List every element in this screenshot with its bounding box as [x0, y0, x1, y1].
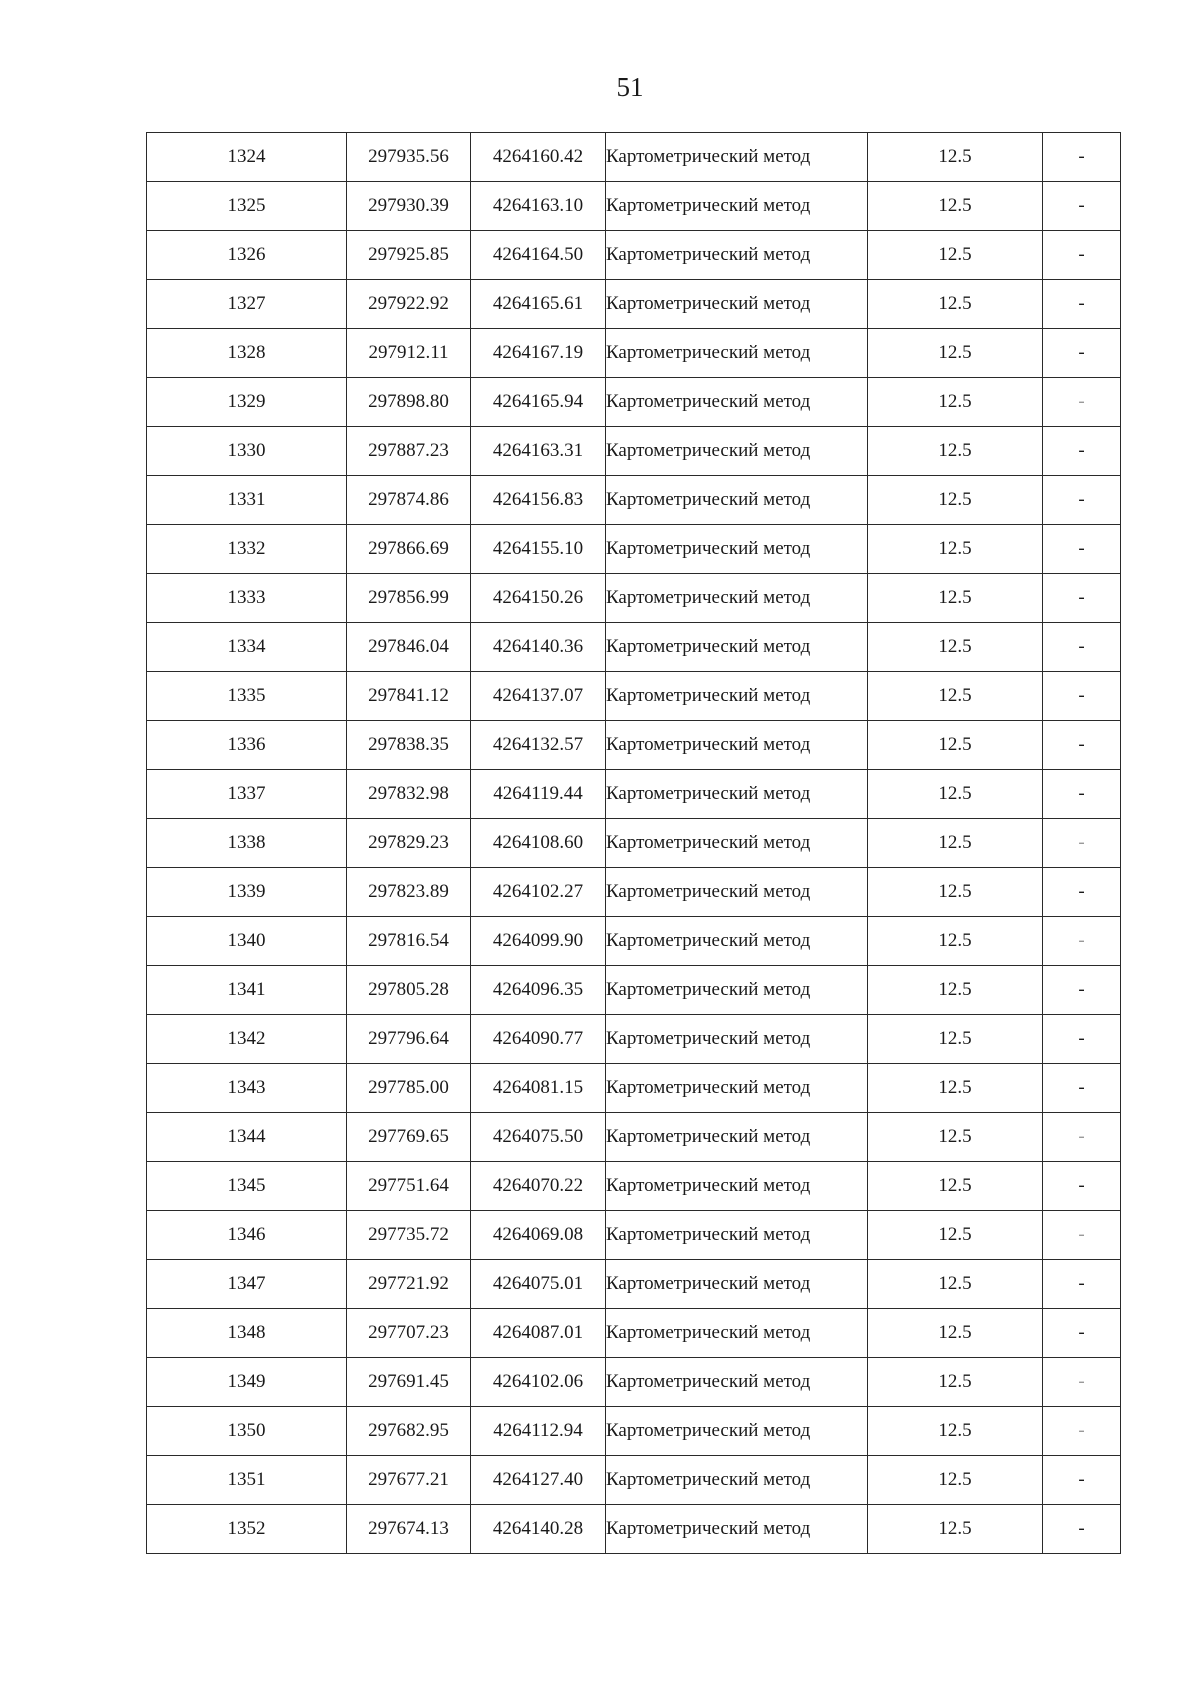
table-row: [147, 1456, 1121, 1505]
method-cell: Картометрический метод: [606, 1162, 868, 1211]
point-number-cell: 1336: [147, 721, 347, 770]
note-cell: -: [1043, 182, 1121, 231]
accuracy-cell: 12.5: [868, 1211, 1043, 1260]
note-cell: -: [1043, 1211, 1121, 1260]
accuracy-cell: 12.5: [868, 623, 1043, 672]
y-coordinate-cell: 4264150.26: [471, 574, 606, 623]
accuracy-cell: 12.5: [868, 231, 1043, 280]
table-row: [147, 1162, 1121, 1211]
accuracy-cell: 12.5: [868, 329, 1043, 378]
y-coordinate-cell: 4264069.08: [471, 1211, 606, 1260]
point-number-cell: 1327: [147, 280, 347, 329]
x-coordinate-cell: 297925.85: [347, 231, 471, 280]
point-number-cell: 1349: [147, 1358, 347, 1407]
note-cell: -: [1043, 770, 1121, 819]
accuracy-cell: 12.5: [868, 476, 1043, 525]
y-coordinate-cell: 4264096.35: [471, 966, 606, 1015]
y-coordinate-cell: 4264163.10: [471, 182, 606, 231]
table-row: [147, 182, 1121, 231]
method-cell: Картометрический метод: [606, 819, 868, 868]
method-cell: Картометрический метод: [606, 966, 868, 1015]
method-cell: Картометрический метод: [606, 574, 868, 623]
accuracy-cell: 12.5: [868, 133, 1043, 182]
x-coordinate-cell: 297674.13: [347, 1505, 471, 1554]
table-row: [147, 1505, 1121, 1554]
table-row: [147, 1407, 1121, 1456]
table-row: [147, 868, 1121, 917]
method-cell: Картометрический метод: [606, 280, 868, 329]
y-coordinate-cell: 4264156.83: [471, 476, 606, 525]
method-cell: Картометрический метод: [606, 721, 868, 770]
y-coordinate-cell: 4264165.61: [471, 280, 606, 329]
method-cell: Картометрический метод: [606, 1358, 868, 1407]
y-coordinate-cell: 4264070.22: [471, 1162, 606, 1211]
note-cell: -: [1043, 966, 1121, 1015]
point-number-cell: 1325: [147, 182, 347, 231]
x-coordinate-cell: 297935.56: [347, 133, 471, 182]
note-cell: -: [1043, 1505, 1121, 1554]
point-number-cell: 1345: [147, 1162, 347, 1211]
accuracy-cell: 12.5: [868, 868, 1043, 917]
x-coordinate-cell: 297922.92: [347, 280, 471, 329]
x-coordinate-cell: 297751.64: [347, 1162, 471, 1211]
note-cell: -: [1043, 1162, 1121, 1211]
point-number-cell: 1350: [147, 1407, 347, 1456]
method-cell: Картометрический метод: [606, 1407, 868, 1456]
note-cell: -: [1043, 1456, 1121, 1505]
method-cell: Картометрический метод: [606, 1309, 868, 1358]
method-cell: Картометрический метод: [606, 1064, 868, 1113]
accuracy-cell: 12.5: [868, 280, 1043, 329]
accuracy-cell: 12.5: [868, 1358, 1043, 1407]
note-cell: -: [1043, 133, 1121, 182]
note-cell: -: [1043, 819, 1121, 868]
y-coordinate-cell: 4264102.06: [471, 1358, 606, 1407]
x-coordinate-cell: 297796.64: [347, 1015, 471, 1064]
method-cell: Картометрический метод: [606, 917, 868, 966]
y-coordinate-cell: 4264090.77: [471, 1015, 606, 1064]
point-number-cell: 1333: [147, 574, 347, 623]
x-coordinate-cell: 297721.92: [347, 1260, 471, 1309]
y-coordinate-cell: 4264099.90: [471, 917, 606, 966]
note-cell: -: [1043, 1015, 1121, 1064]
accuracy-cell: 12.5: [868, 917, 1043, 966]
accuracy-cell: 12.5: [868, 378, 1043, 427]
table-row: [147, 329, 1121, 378]
y-coordinate-cell: 4264108.60: [471, 819, 606, 868]
x-coordinate-cell: 297707.23: [347, 1309, 471, 1358]
point-number-cell: 1340: [147, 917, 347, 966]
note-cell: -: [1043, 378, 1121, 427]
x-coordinate-cell: 297829.23: [347, 819, 471, 868]
method-cell: Картометрический метод: [606, 525, 868, 574]
table-row: [147, 378, 1121, 427]
table-row: [147, 917, 1121, 966]
point-number-cell: 1334: [147, 623, 347, 672]
y-coordinate-cell: 4264132.57: [471, 721, 606, 770]
method-cell: Картометрический метод: [606, 623, 868, 672]
y-coordinate-cell: 4264155.10: [471, 525, 606, 574]
coordinates-table-body: [147, 133, 1121, 1554]
y-coordinate-cell: 4264140.36: [471, 623, 606, 672]
method-cell: Картометрический метод: [606, 868, 868, 917]
point-number-cell: 1343: [147, 1064, 347, 1113]
y-coordinate-cell: 4264163.31: [471, 427, 606, 476]
y-coordinate-cell: 4264112.94: [471, 1407, 606, 1456]
table-row: [147, 280, 1121, 329]
method-cell: Картометрический метод: [606, 1211, 868, 1260]
method-cell: Картометрический метод: [606, 476, 868, 525]
accuracy-cell: 12.5: [868, 1309, 1043, 1358]
accuracy-cell: 12.5: [868, 966, 1043, 1015]
note-cell: -: [1043, 623, 1121, 672]
table-row: [147, 231, 1121, 280]
table-row: [147, 819, 1121, 868]
method-cell: Картометрический метод: [606, 770, 868, 819]
y-coordinate-cell: 4264119.44: [471, 770, 606, 819]
accuracy-cell: 12.5: [868, 182, 1043, 231]
table-row: [147, 966, 1121, 1015]
note-cell: -: [1043, 1113, 1121, 1162]
y-coordinate-cell: 4264081.15: [471, 1064, 606, 1113]
method-cell: Картометрический метод: [606, 1505, 868, 1554]
table-row: [147, 1211, 1121, 1260]
method-cell: Картометрический метод: [606, 1015, 868, 1064]
point-number-cell: 1330: [147, 427, 347, 476]
point-number-cell: 1337: [147, 770, 347, 819]
x-coordinate-cell: 297832.98: [347, 770, 471, 819]
x-coordinate-cell: 297677.21: [347, 1456, 471, 1505]
accuracy-cell: 12.5: [868, 525, 1043, 574]
accuracy-cell: 12.5: [868, 672, 1043, 721]
point-number-cell: 1342: [147, 1015, 347, 1064]
table-row: [147, 1015, 1121, 1064]
y-coordinate-cell: 4264137.07: [471, 672, 606, 721]
note-cell: -: [1043, 574, 1121, 623]
x-coordinate-cell: 297846.04: [347, 623, 471, 672]
note-cell: -: [1043, 1260, 1121, 1309]
method-cell: Картометрический метод: [606, 231, 868, 280]
method-cell: Картометрический метод: [606, 133, 868, 182]
point-number-cell: 1328: [147, 329, 347, 378]
y-coordinate-cell: 4264087.01: [471, 1309, 606, 1358]
x-coordinate-cell: 297823.89: [347, 868, 471, 917]
note-cell: -: [1043, 280, 1121, 329]
table-row: [147, 721, 1121, 770]
x-coordinate-cell: 297898.80: [347, 378, 471, 427]
x-coordinate-cell: 297769.65: [347, 1113, 471, 1162]
point-number-cell: 1341: [147, 966, 347, 1015]
note-cell: -: [1043, 721, 1121, 770]
accuracy-cell: 12.5: [868, 1456, 1043, 1505]
coordinates-table: [146, 132, 1121, 1554]
y-coordinate-cell: 4264127.40: [471, 1456, 606, 1505]
x-coordinate-cell: 297805.28: [347, 966, 471, 1015]
point-number-cell: 1324: [147, 133, 347, 182]
y-coordinate-cell: 4264165.94: [471, 378, 606, 427]
table-row: [147, 476, 1121, 525]
x-coordinate-cell: 297816.54: [347, 917, 471, 966]
note-cell: -: [1043, 329, 1121, 378]
x-coordinate-cell: 297838.35: [347, 721, 471, 770]
y-coordinate-cell: 4264160.42: [471, 133, 606, 182]
method-cell: Картометрический метод: [606, 1456, 868, 1505]
x-coordinate-cell: 297856.99: [347, 574, 471, 623]
x-coordinate-cell: 297682.95: [347, 1407, 471, 1456]
x-coordinate-cell: 297874.86: [347, 476, 471, 525]
x-coordinate-cell: 297887.23: [347, 427, 471, 476]
accuracy-cell: 12.5: [868, 721, 1043, 770]
point-number-cell: 1338: [147, 819, 347, 868]
method-cell: Картометрический метод: [606, 329, 868, 378]
point-number-cell: 1347: [147, 1260, 347, 1309]
point-number-cell: 1332: [147, 525, 347, 574]
note-cell: -: [1043, 917, 1121, 966]
y-coordinate-cell: 4264164.50: [471, 231, 606, 280]
point-number-cell: 1351: [147, 1456, 347, 1505]
note-cell: -: [1043, 1309, 1121, 1358]
note-cell: -: [1043, 868, 1121, 917]
note-cell: -: [1043, 1358, 1121, 1407]
point-number-cell: 1335: [147, 672, 347, 721]
point-number-cell: 1344: [147, 1113, 347, 1162]
accuracy-cell: 12.5: [868, 1064, 1043, 1113]
page-number: 51: [616, 72, 644, 102]
note-cell: -: [1043, 1064, 1121, 1113]
method-cell: Картометрический метод: [606, 427, 868, 476]
table-row: [147, 427, 1121, 476]
note-cell: -: [1043, 231, 1121, 280]
accuracy-cell: 12.5: [868, 427, 1043, 476]
x-coordinate-cell: 297735.72: [347, 1211, 471, 1260]
point-number-cell: 1329: [147, 378, 347, 427]
y-coordinate-cell: 4264075.50: [471, 1113, 606, 1162]
note-cell: -: [1043, 525, 1121, 574]
table-row: [147, 1260, 1121, 1309]
point-number-cell: 1346: [147, 1211, 347, 1260]
table-row: [147, 574, 1121, 623]
table-row: [147, 1113, 1121, 1162]
table-row: [147, 1358, 1121, 1407]
point-number-cell: 1331: [147, 476, 347, 525]
y-coordinate-cell: 4264167.19: [471, 329, 606, 378]
table-row: [147, 770, 1121, 819]
accuracy-cell: 12.5: [868, 1113, 1043, 1162]
table-row: [147, 623, 1121, 672]
point-number-cell: 1352: [147, 1505, 347, 1554]
note-cell: -: [1043, 427, 1121, 476]
y-coordinate-cell: 4264102.27: [471, 868, 606, 917]
table-row: [147, 525, 1121, 574]
accuracy-cell: 12.5: [868, 1015, 1043, 1064]
method-cell: Картометрический метод: [606, 182, 868, 231]
y-coordinate-cell: 4264140.28: [471, 1505, 606, 1554]
method-cell: Картометрический метод: [606, 1260, 868, 1309]
table-row: [147, 1064, 1121, 1113]
accuracy-cell: 12.5: [868, 574, 1043, 623]
table-row: [147, 133, 1121, 182]
y-coordinate-cell: 4264075.01: [471, 1260, 606, 1309]
point-number-cell: 1348: [147, 1309, 347, 1358]
method-cell: Картометрический метод: [606, 672, 868, 721]
point-number-cell: 1339: [147, 868, 347, 917]
x-coordinate-cell: 297841.12: [347, 672, 471, 721]
table-row: [147, 672, 1121, 721]
accuracy-cell: 12.5: [868, 1407, 1043, 1456]
note-cell: -: [1043, 476, 1121, 525]
accuracy-cell: 12.5: [868, 1260, 1043, 1309]
accuracy-cell: 12.5: [868, 819, 1043, 868]
x-coordinate-cell: 297866.69: [347, 525, 471, 574]
accuracy-cell: 12.5: [868, 770, 1043, 819]
table-row: [147, 1309, 1121, 1358]
point-number-cell: 1326: [147, 231, 347, 280]
method-cell: Картометрический метод: [606, 1113, 868, 1162]
method-cell: Картометрический метод: [606, 378, 868, 427]
note-cell: -: [1043, 1407, 1121, 1456]
x-coordinate-cell: 297785.00: [347, 1064, 471, 1113]
x-coordinate-cell: 297691.45: [347, 1358, 471, 1407]
accuracy-cell: 12.5: [868, 1162, 1043, 1211]
x-coordinate-cell: 297912.11: [347, 329, 471, 378]
x-coordinate-cell: 297930.39: [347, 182, 471, 231]
note-cell: -: [1043, 672, 1121, 721]
accuracy-cell: 12.5: [868, 1505, 1043, 1554]
